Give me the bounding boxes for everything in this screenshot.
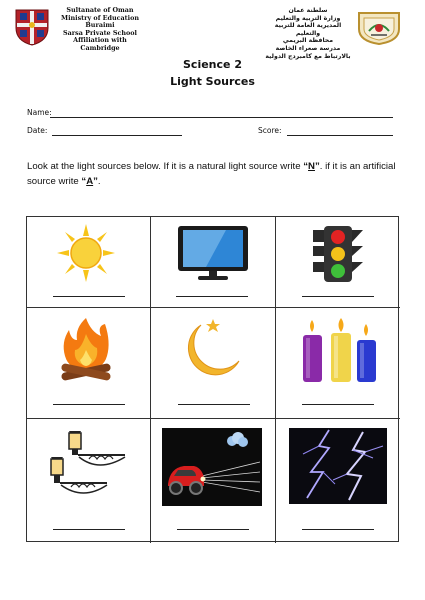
answer-line[interactable] (176, 296, 248, 297)
answer-line[interactable] (178, 404, 250, 405)
grid-cell-traffic-light (276, 217, 400, 308)
name-field[interactable] (50, 117, 393, 118)
traffic-light-icon (311, 224, 365, 284)
answer-line[interactable] (53, 296, 125, 297)
name-label: Name: (27, 108, 52, 117)
lightning-icon (289, 428, 387, 504)
candles-icon (300, 318, 380, 384)
sun-icon (56, 223, 116, 283)
school-crest-icon (14, 8, 50, 46)
television-icon (176, 224, 250, 284)
header-line-ar: المديرية العامة للتربية والتعليم (274, 22, 342, 37)
instructions-part: Look at the light sources below. If it is a natural light source write (27, 161, 304, 172)
answer-line[interactable] (302, 404, 374, 405)
answer-line[interactable] (53, 404, 125, 405)
grid-cell-television (151, 217, 276, 308)
worksheet-topic: Light Sources (170, 75, 255, 88)
header-line: Buraimi (85, 21, 115, 30)
grid-cell-moon (151, 308, 276, 419)
answer-line[interactable] (53, 529, 125, 530)
instructions-part: . if it is an artificial source write (27, 161, 396, 187)
grid-cell-sun (27, 217, 151, 308)
answer-line[interactable] (302, 296, 374, 297)
answer-line[interactable] (177, 529, 249, 530)
score-field[interactable] (287, 135, 393, 136)
grid-cell-campfire (27, 308, 151, 419)
date-label: Date: (27, 126, 48, 135)
school-header (0, 0, 425, 60)
header-line-ar: مدرسة صعراء الخاصة (275, 44, 341, 52)
grid-cell-candles (276, 308, 400, 419)
header-line: Ministry of Education (61, 13, 139, 22)
light-sources-grid (26, 216, 399, 542)
header-line: Sarsa Private School (63, 28, 137, 37)
date-field[interactable] (52, 135, 182, 136)
header-line-ar: وزارة التربية والتعليم (275, 14, 341, 22)
header-line: Sultanate of Oman (66, 6, 134, 14)
street-lamps-icon (49, 429, 131, 511)
instructions-text: Look at the light sources below. If it is a natural light source write “N”. if it is an artificial source write “A”. (27, 161, 396, 187)
header-line-ar: بالارتباط مع كامبردج الدولية (265, 52, 351, 60)
header-line: Affiliation with Cambridge (73, 36, 127, 52)
code-natural: N (308, 161, 315, 172)
car-headlights-icon (162, 428, 262, 506)
moon-icon (179, 317, 243, 379)
campfire-icon (57, 316, 115, 382)
ministry-emblem-icon (356, 9, 402, 45)
grid-cell-lightning (276, 419, 400, 543)
header-line-ar: سلطنة عمان (288, 7, 328, 14)
grid-cell-street-lamps (27, 419, 151, 543)
score-label: Score: (258, 126, 282, 135)
code-artificial: A (86, 176, 94, 187)
grid-cell-car-headlights (151, 419, 276, 543)
header-line-ar: محافظة البريمي (282, 37, 334, 45)
instructions-part: . (97, 176, 101, 187)
worksheet-subject: Science 2 (183, 58, 242, 71)
school-name-arabic (262, 7, 354, 60)
answer-line[interactable] (302, 529, 374, 530)
school-name-english (54, 7, 146, 53)
